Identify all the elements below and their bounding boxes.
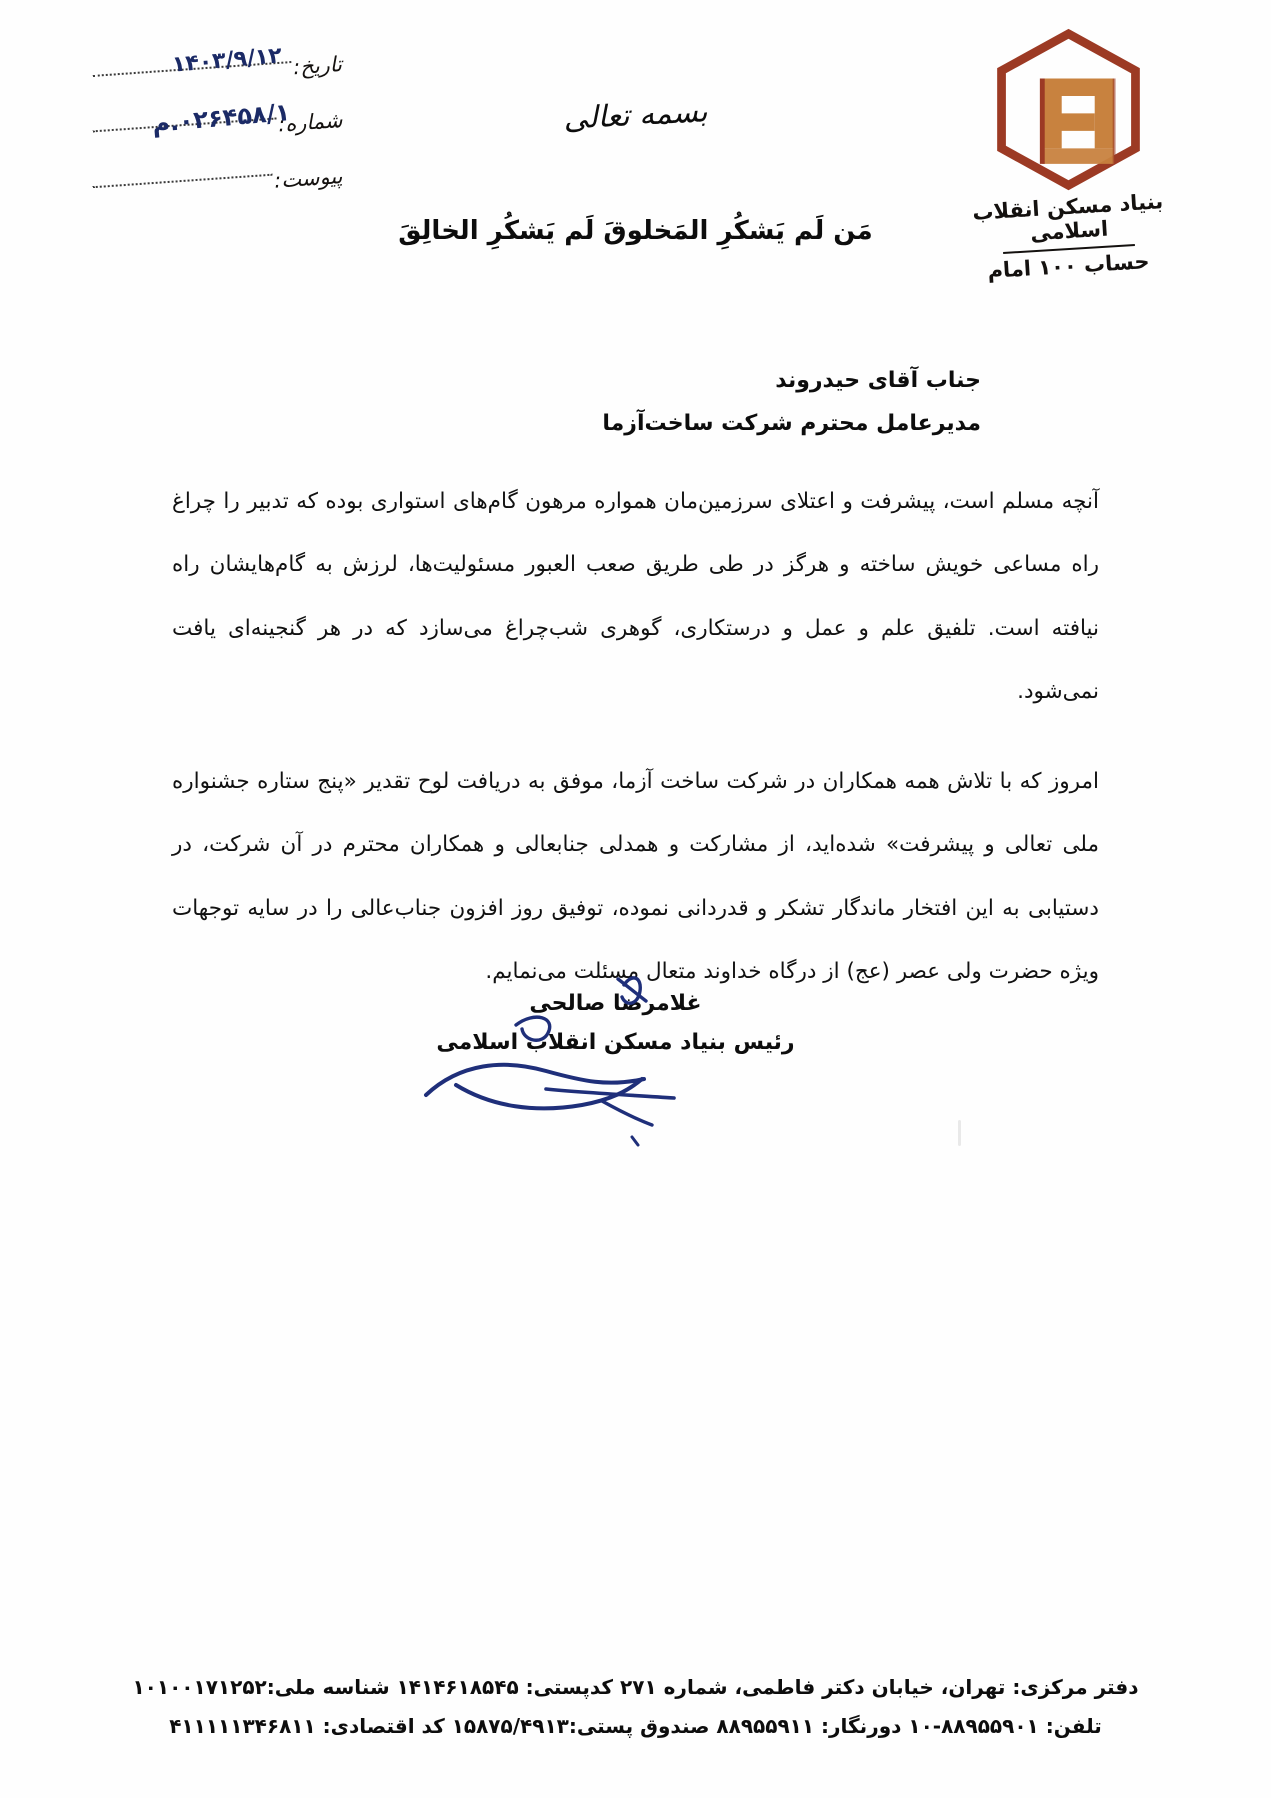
recipient-role: مدیرعامل محترم شرکت ساخت‌آزما [602,410,981,436]
signatory-role: رئیس بنیاد مسکن انقلاب اسلامی [436,1029,795,1055]
letter-footer [0,1668,1271,1746]
scan-artifact [958,1120,961,1146]
recipient-block [602,360,981,446]
basmala-text: بسمه تعالی [562,94,709,137]
number-label: شماره: [276,108,343,137]
logo-account-label: حساب ۱۰۰ امام [986,249,1151,283]
date-label: تاریخ: [292,52,343,80]
letter-header [0,0,1271,310]
signatory-name: غلامرضا صالحی [529,991,702,1016]
meta-row-attachment [92,164,342,220]
attachment-label: پیوست: [273,164,343,193]
letter-body [172,470,1099,1017]
footer-contact-line: تلفن: ۸۸۹۵۵۹۰۱-۱۰ دورنگار: ۸۸۹۵۵۹۱۱ صندوق پستی:۱۵۸۷۵/۴۹۱۳ کد اقتصادی: ۴۱۱۱۱۱۳۴۶۸۱۱ [169,1714,1102,1738]
recipient-name: جناب آقای حیدروند [775,368,981,393]
hadith-quote: مَن لَم یَشکُرِ المَخلوقَ لَم یَشکُرِ الخالِقَ [398,216,873,246]
body-paragraph-2: امروز که با تلاش همه همکاران در شرکت ساخت آزما، موفق به دریافت لوح تقدیر «پنج ستاره جشنواره ملی تعالی و پیشرفت» شده‌اید، از مشارکت و همدلی جنابعالی و همکاران محترم در آن شرکت، در دستیابی به این افتخار ماندگار تشکر و قدردانی نموده، توفیق روز افزون جناب‌عالی را در سایه توجهات ویژه حضرت ولی عصر (عج) از درگاه خداوند متعال مسئلت می‌نمایم. [172,768,1099,984]
body-paragraph-1: آنچه مسلم است، پیشرفت و اعتلای سرزمین‌مان همواره مرهون گام‌های استواری بوده که تدبیر را چراغ راه مساعی خویش ساخته و هرگز در طی طریق صعب العبور مسئولیت‌ها، لرزش به گام‌هایشان راه نیافته است. تلفیق علم و عمل و درستکاری، گوهری شب‌چراغ می‌سازد که در هر گنجینه‌ای یافت نمی‌شود. [172,489,1099,705]
logo-organization-name: بنیاد مسکن انقلاب اسلامی [971,189,1164,246]
date-value: ۱۴۰۳/۹/۱۲ [171,43,283,78]
meta-row-date [92,43,343,108]
footer-address-line: دفتر مرکزی: تهران، خیابان دکتر فاطمی، شماره ۲۷۱ کدپستی: ۱۴۱۴۶۱۸۵۴۵ شناسه ملی:۱۰۱۰۰۱۷۱۲۵۲ [132,1675,1139,1699]
signature-block [0,985,1271,1062]
number-value: ۰۲۶۴۵۸/۱.م [151,98,291,138]
